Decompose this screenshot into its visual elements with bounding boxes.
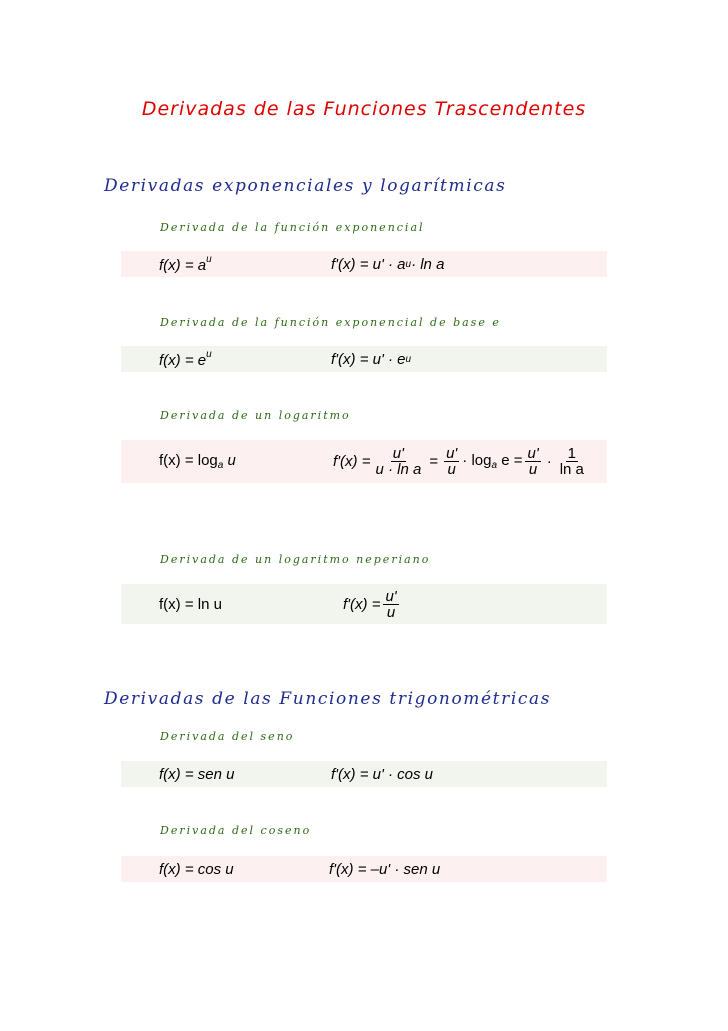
formula-cosine [121,856,607,882]
formula-lhs: $f(x) = a^u$ [159,254,212,274]
subheading-logarithm: Derivada de un logaritmo [160,409,351,422]
formula-rhs: f'(x) = –u' · sen u [329,860,441,878]
formula-rhs: f'(x) = $\frac{u'}{u}$ [343,587,397,621]
formula-rhs: f'(x) = $\frac{u'}{\text{u · ln a}}$ = $\frac{u'}{u}$ · $\log_a e$ = $\frac{u'}{u}$ · $\frac{1}{\text{ln a}}$ [333,445,584,478]
subheading-exponential: Derivada de la función exponencial [160,221,425,234]
subheading-cosine: Derivada del coseno [160,824,312,837]
subheading-sine: Derivada del seno [160,730,295,743]
formula-lhs: f(x) = ln u [159,595,222,613]
formula-lhs: $f(x) = \log_a u$ [159,452,236,471]
fraction: $\frac{u'}{u}$ [527,445,539,478]
fraction: $\frac{u'}{\text{u · ln a}}$ [375,445,422,478]
subheading-exponential-base-e: Derivada de la función exponencial de base e [160,316,501,329]
section-heading-exp-log: Derivadas exponenciales y logarítmicas [104,176,507,196]
formula-exponential-base-e [121,346,607,372]
formula-exponential [121,251,607,277]
formula-lhs: f(x) = cos u [159,860,234,878]
section-heading-trig: Derivadas de las Funciones trigonométricas [104,689,552,709]
formula-rhs: f'(x) = u' · e u [331,350,412,368]
page-title: Derivadas de las Funciones Trascendentes [141,98,587,120]
fraction: $\frac{u'}{u}$ [385,587,397,621]
formula-rhs: f'(x) = u' · a u · ln a [331,255,445,273]
formula-rhs: f'(x) = u' · cos u [331,765,434,783]
formula-sine [121,761,607,787]
fraction: $\frac{u'}{u}$ [446,445,458,478]
formula-natural-logarithm [121,584,607,624]
formula-logarithm [121,440,607,483]
fraction: $\frac{1}{\text{ln a}}$ [559,445,584,478]
formula-lhs: $f(x) = e^u$ [159,349,212,369]
formula-lhs: f(x) = sen u [159,765,235,783]
subheading-natural-logarithm: Derivada de un logaritmo neperiano [160,553,431,566]
